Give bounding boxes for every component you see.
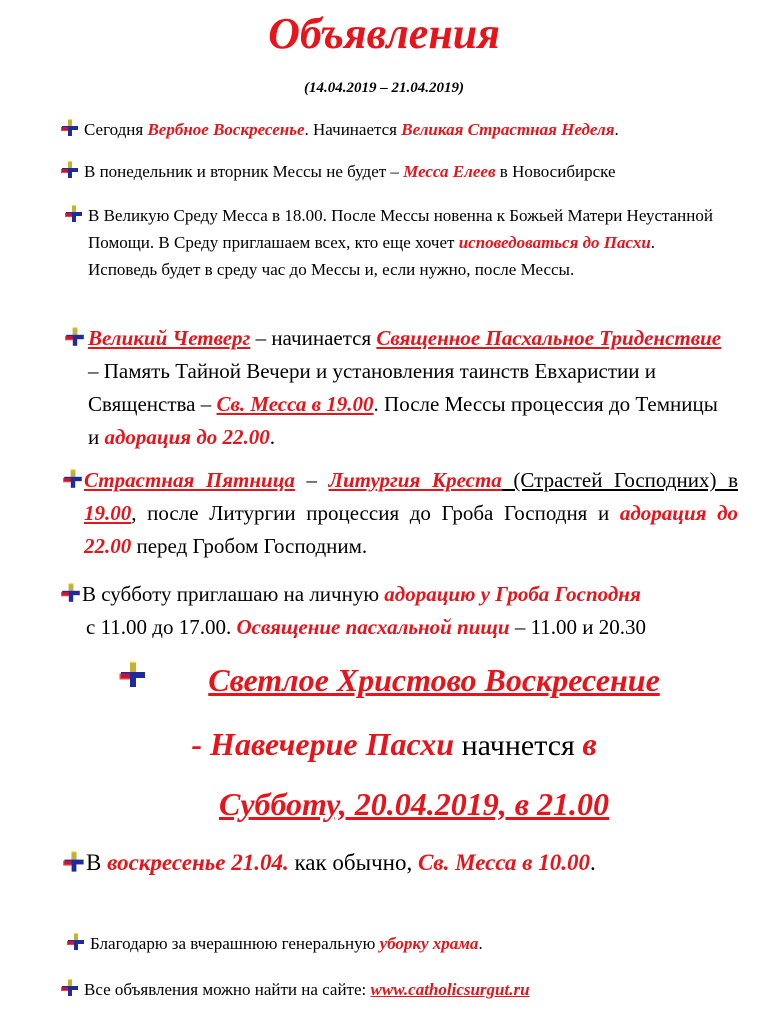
announcement-text: В субботу приглашаю на личную адорацию у Гроба Господня с 11.00 до 17.00. Освящение пасхальной пищи – 11.00 и 20.30 bbox=[82, 582, 647, 639]
cross-bullet-icon bbox=[60, 582, 82, 609]
announcement-text: В понедельник и вторник Мессы не будет – Месса Елеев в Новосибирске bbox=[84, 162, 616, 181]
announcement-text: Благодарю за вчерашнюю генеральную уборку храма. bbox=[90, 934, 483, 953]
announcement-text: В воскресенье 21.04. как обычно, Св. Месса в 10.00. bbox=[86, 850, 596, 875]
cross-bullet-icon bbox=[60, 160, 80, 185]
announcement-text: Все объявления можно найти на сайте: www.catholicsurgut.ru bbox=[84, 980, 530, 999]
cross-bullet-icon bbox=[62, 850, 86, 879]
announcement-text: Великий Четверг – начинается Священное Пасхальное Триденствие – Память Тайной Вечери и установления таинств Евхаристии и Священства – Св. Месса в 19.00. После Мессы процессия до Темницы и адорация до 22.00. bbox=[88, 326, 722, 449]
cross-bullet-icon bbox=[66, 932, 86, 957]
announcement-text: Сегодня Вербное Воскресенье. Начинается Великая Страстная Неделя. bbox=[84, 120, 619, 139]
website-link[interactable]: www.catholicsurgut.ru bbox=[370, 980, 530, 999]
easter-heading: Светлое Христово Воскресение bbox=[208, 662, 660, 698]
cross-bullet-icon bbox=[62, 468, 84, 495]
easter-vigil-line: - Навечерие Пасхи начнется в bbox=[191, 726, 597, 762]
announcement-text: В Великую Среду Месса в 18.00. После Мессы новенна к Божьей Матери Неустанной Помощи. В Среду приглашаем всех, кто еще хочет исповедоваться до Пасхи. Исповедь будет в среду час до Мессы и, если нужно, после Мессы. bbox=[88, 206, 713, 279]
cross-bullet-icon bbox=[64, 204, 84, 229]
page-title: Объявления bbox=[268, 9, 500, 58]
cross-bullet-icon bbox=[60, 118, 80, 143]
easter-vigil-date: Субботу, 20.04.2019, в 21.00 bbox=[218, 786, 610, 822]
cross-bullet-icon bbox=[64, 326, 86, 353]
announcement-text: Страстная Пятница – Литургия Креста (Страстей Господних) в 19.00, после Литургии процессия до Гроба Господня и адорация до 22.00 перед Гробом Господним. bbox=[84, 468, 738, 558]
date-range: (14.04.2019 – 21.04.2019) bbox=[304, 80, 464, 96]
cross-bullet-icon bbox=[60, 978, 80, 1003]
